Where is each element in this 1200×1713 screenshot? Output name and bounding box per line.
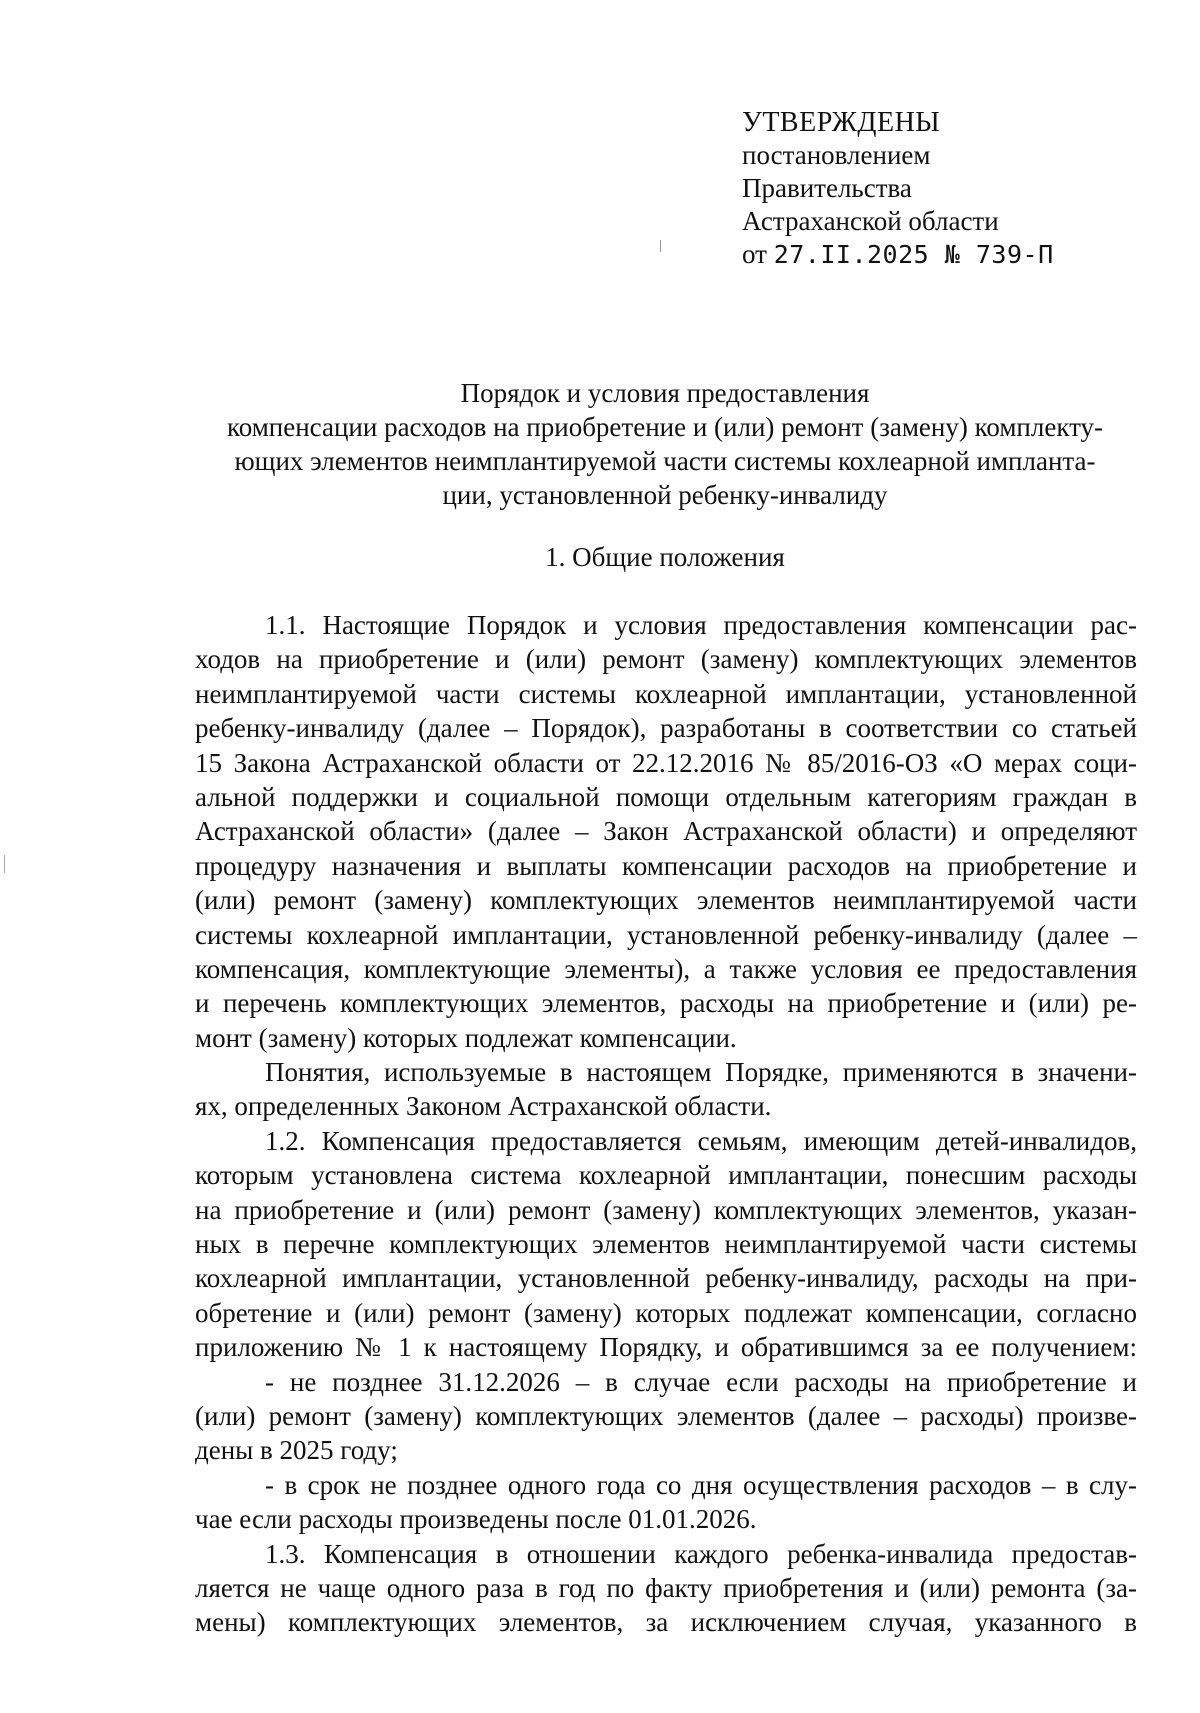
document-title-line: Порядок и условия предоставления <box>460 378 870 408</box>
approval-line-resolution: постановлением <box>742 140 931 170</box>
approval-date-prefix: от <box>742 239 767 269</box>
body-text-line: 1.3. Компенсация в отношении каждого ребенка-инвалида предостав- <box>265 1538 1137 1569</box>
approval-stamp-block <box>742 106 1054 271</box>
body-text-line: мены) комплектующих элементов, за исключением случая, указанного в <box>195 1607 1137 1638</box>
body-text-line: альной поддержки и социальной помощи отдельным категориям граждан в <box>195 781 1137 812</box>
body-text-line: Астраханской области» (далее – Закон Астраханской области) и определяют <box>195 816 1137 847</box>
approval-date-line <box>742 238 1054 271</box>
document-title-line: ции, установленной ребенку-инвалиду <box>442 480 888 510</box>
body-text-line: и перечень комплектующих элементов, расходы на приобретение и (или) ре- <box>195 988 1137 1019</box>
body-text-line: - в срок не позднее одного года со дня осуществления расходов – в слу- <box>265 1469 1137 1500</box>
body-text-line: 1.1. Настоящие Порядок и условия предоставления компенсации рас- <box>265 610 1137 640</box>
document-title <box>195 376 1135 512</box>
body-text-line: приложению № 1 к настоящему Порядку, и обратившимся за ее получением: <box>195 1332 1137 1363</box>
body-text-line: компенсация, комплектующие элементы), а также условия ее предоставления <box>195 953 1137 984</box>
body-text-line: кохлеарной имплантации, установленной ребенку-инвалиду, расходы на при- <box>195 1263 1137 1294</box>
body-text-line: процедуру назначения и выплаты компенсации расходов на приобретение и <box>195 850 1137 881</box>
approval-line-government: Правительства <box>742 173 912 203</box>
body-text-line: (или) ремонт (замену) комплектующих элементов неимплантируемой части <box>195 885 1137 916</box>
body-text-line: 1.2. Компенсация предоставляется семьям, имеющим детей-инвалидов, <box>265 1125 1137 1156</box>
body-text-line: 15 Закона Астраханской области от 22.12.2016 № 85/2016-ОЗ «О мерах соци- <box>195 747 1137 778</box>
body-text-line: ях, определенных Законом Астраханской области. <box>195 1091 772 1122</box>
body-text <box>195 608 1137 1640</box>
body-text-line: Понятия, используемые в настоящем Порядке, применяются в значени- <box>265 1057 1137 1088</box>
body-text-line: чае если расходы произведены после 01.01.2026. <box>195 1504 757 1535</box>
approval-title: УТВЕРЖДЕНЫ <box>742 107 941 138</box>
scan-edge-mark <box>4 855 5 873</box>
body-text-line: системы кохлеарной имплантации, установленной ребенку-инвалиду (далее – <box>195 919 1137 950</box>
body-text-line: ляется не чаще одного раза в год по факту приобретения и (или) ремонта (за- <box>195 1572 1137 1603</box>
approval-date-number: 27.II.2025 № 739-П <box>773 240 1054 269</box>
body-text-line: (или) ремонт (замену) комплектующих элементов (далее – расходы) произве- <box>195 1400 1137 1431</box>
scan-artifact-mark <box>660 240 661 252</box>
body-text-line: на приобретение и (или) ремонт (замену) комплектующих элементов, указан- <box>195 1194 1137 1225</box>
document-title-line: компенсации расходов на приобретение и (или) ремонт (замену) комплекту- <box>226 412 1104 442</box>
body-text-line: ходов на приобретение и (или) ремонт (замену) комплектующих элементов <box>195 644 1137 675</box>
approval-line-region: Астраханской области <box>742 206 999 236</box>
body-text-line: дены в 2025 году; <box>195 1435 398 1466</box>
body-text-line: монт (замену) которых подлежат компенсации. <box>195 1022 737 1053</box>
body-text-line: обретение и (или) ремонт (замену) которых подлежат компенсации, согласно <box>195 1297 1137 1328</box>
document-title-line: ющих элементов неимплантируемой части системы кохлеарной импланта- <box>234 446 1096 476</box>
section-heading: 1. Общие положения <box>545 542 785 572</box>
body-text-line: ных в перечне комплектующих элементов неимплантируемой части системы <box>195 1229 1137 1260</box>
body-text-line: неимплантируемой части системы кохлеарной имплантации, установленной <box>195 678 1137 709</box>
body-text-line: которым установлена система кохлеарной имплантации, понесшим расходы <box>195 1160 1137 1191</box>
body-text-line: ребенку-инвалиду (далее – Порядок), разработаны в соответствии со статьей <box>195 713 1137 744</box>
body-text-line: - не позднее 31.12.2026 – в случае если расходы на приобретение и <box>265 1366 1137 1397</box>
